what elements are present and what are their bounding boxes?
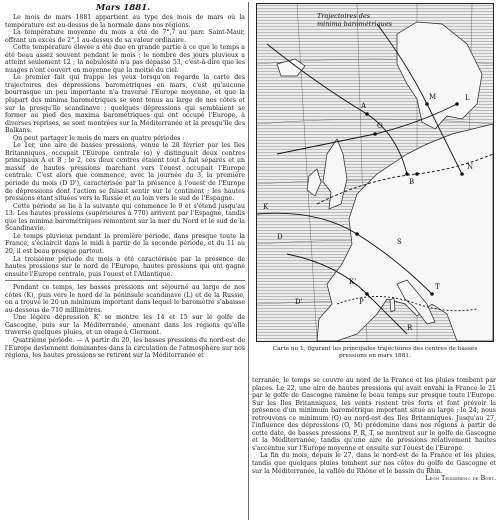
trajectory-map: [256, 3, 494, 342]
paragraph: terranée, le temps se couvre au nord de la France et les pluies tombent par places. Le 22, une aire de hautes pressions qui avait envahi la France le 21 par le golfe de Gascogne ramène le beau temps sur presque toute l'Europe. Sur les Iles Britanniques, les vents restent très forts et font prévoir la présence d'un minimum barométrique important situé au large ; le 24, nous retrouvons ce minimum (O) au nord-est des Iles Britanniques. Jusqu'au 27, l'influence des dépressions (O, M) prédomine dans nos régions à partir de cette date, de basses pressions P, R, T, se montrent sur le golfe de Gascogne et la Méditerranée, tandis qu'une aire de pressions relativement hautes s'accentue sur l'Europe moyenne et ensuite sur l'ouest de l'Europe.: [252, 377, 496, 452]
page-title: Mars 1881.: [95, 3, 151, 13]
paragraph: Le 1er, une aire de basses pressions, venue le 28 février par les Iles Britanniques, occupait l'Europe centrale (o) y distinguait deux centres principaux A et B ; le 2, ces deux centres étaient tout à fait séparés et un massif de hautes pressions marchant vers l'ouest occupait l'Europe centrale. C'est alors que commence, avec la journée du 3, la première période du mois (D D'), caractérisée par la présence à l'ouest de l'Europe de dépressions dont l'action se faisait sentir sur le continent ; les hautes pressions étant situées vers la Russie et au loin vers le sud de l'Espagne.: [5, 142, 245, 203]
map-letter: S: [397, 238, 402, 246]
paragraph: Une légère dépression K' se montre les 14 et 15 sur le golfe de Gascogne, puis sur la Méditerranée, amenant dans les régions qu'elle traverse quelques pluies, et un orage à Clermont.: [5, 314, 245, 337]
paragraph: Le mois de mars 1881 appartient au type des mois de mars où la température est au-dessus de la normale dans nos régions.: [5, 14, 245, 29]
author-signature: Léon Teisserenc de Bort.: [425, 475, 496, 483]
map-figure: [257, 4, 493, 341]
map-caption: Carte no 1, figurant les principales trajectoires des centres de basses pressions en mars 1881.: [272, 346, 478, 359]
map-letter: D': [295, 298, 303, 306]
map-letter: L: [465, 94, 470, 102]
paragraph: Cette période se lie à la suivante qui commence le 9 et s'étend jusqu'au 13. Les hautes pressions (supérieures à 770) arrivent par l'Espagne, tandis que les minima barométriques remontent sur la mer du Nord et le sud de la Scandinavie.: [5, 202, 245, 233]
paragraph: On peut partager le mois de mars en quatre périodes :: [13, 134, 185, 142]
paragraph: Cette température élevée a été due en grande partie à ce que le temps a été beau assez souvent pendant le mois ; le nombre des jours pluvieux a atteint seulement 12 ; la nébulosité n'a pas dépassé 53, c'est-à-dire que les nuages n'ont couvert en moyenne que la moitié du ciel.: [5, 44, 245, 74]
map-letter: D: [277, 233, 283, 241]
map-letter: N: [467, 163, 474, 171]
right-column: [252, 377, 496, 483]
map-letter: T: [435, 283, 440, 291]
map-letter: K': [349, 278, 357, 286]
paragraph: La température moyenne du mois a été de 7°,7 au parc Saint-Maur, offrant un excès de 2°,1 au-dessus de sa valeur ordinaire.: [5, 29, 245, 44]
map-letter: R: [407, 324, 413, 332]
paragraph: Quatrième période. — A partir du 20, les basses pressions du nord-est de l'Europe deviennent dominantes dans la circulation de l'atmosphère sur nos régions, les hautes pressions se retirent sur la Méditerranée et: [5, 336, 245, 360]
map-letter: A: [361, 102, 367, 110]
map-title-line: minima barométriques: [317, 20, 393, 28]
map-title-line: Trajectoires des: [317, 12, 371, 20]
column-divider: [248, 2, 249, 520]
paragraph: Pendant ce temps, les basses pressions ont séjourné au large de nos côtes (K), puis vers le nord de la péninsule scandinave (L) et de la Russie, on a trouvé le 20 un minimum important dans lequel le baromètre s'abaisse au-dessous de 710 millimètres.: [5, 284, 245, 314]
paragraph: La fin du mois, depuis le 27, dans le nord-est de la France et les pluies, tandis que quelques pluies tombent sur nos côtes du golfe de Gascogne et sur la Méditerranée, la vallée du Rhône et le bassin du Rhin.: [252, 452, 496, 475]
paragraph: Le temps pluvieux pendant la première période, dans presque toute la France, s'éclaircit dans le midi à partir de la seconde période, et du 11 au 20, il est beau presque partout.: [5, 232, 245, 255]
map-letter: P: [359, 298, 364, 306]
map-letter: B: [409, 178, 415, 186]
map-letter: M: [429, 93, 437, 101]
map-letter: O: [377, 122, 383, 130]
left-column: [5, 14, 245, 360]
map-letter: K: [263, 203, 269, 211]
paragraph: La troisième période du mois a été caractérisée par la présence de hautes pressions sur le nord de l'Europe, hautes pressions qui ont gagné ensuite l'Europe centrale, puis l'ouest et l'Atlantique.: [5, 255, 245, 278]
section-rule: [5, 280, 245, 281]
paragraph: Le premier fait qui frappe les yeux lorsqu'on regarde la carte des trajectoires des dépressions barométriques en mars, c'est qu'aucune bourrasque un peu importante n'a traversé l'Europe moyenne, et que la plupart des minima barométriques se sont tenus au large de nos côtes et sur la presqu'île scandinave ; quelques dépressions qui semblaient se former au pied des maxima barométriques qui ont occupé l'Europe, à diverses reprises, se sont montrées sur la Méditerranée et la presqu'île des Balkans.: [5, 74, 245, 135]
